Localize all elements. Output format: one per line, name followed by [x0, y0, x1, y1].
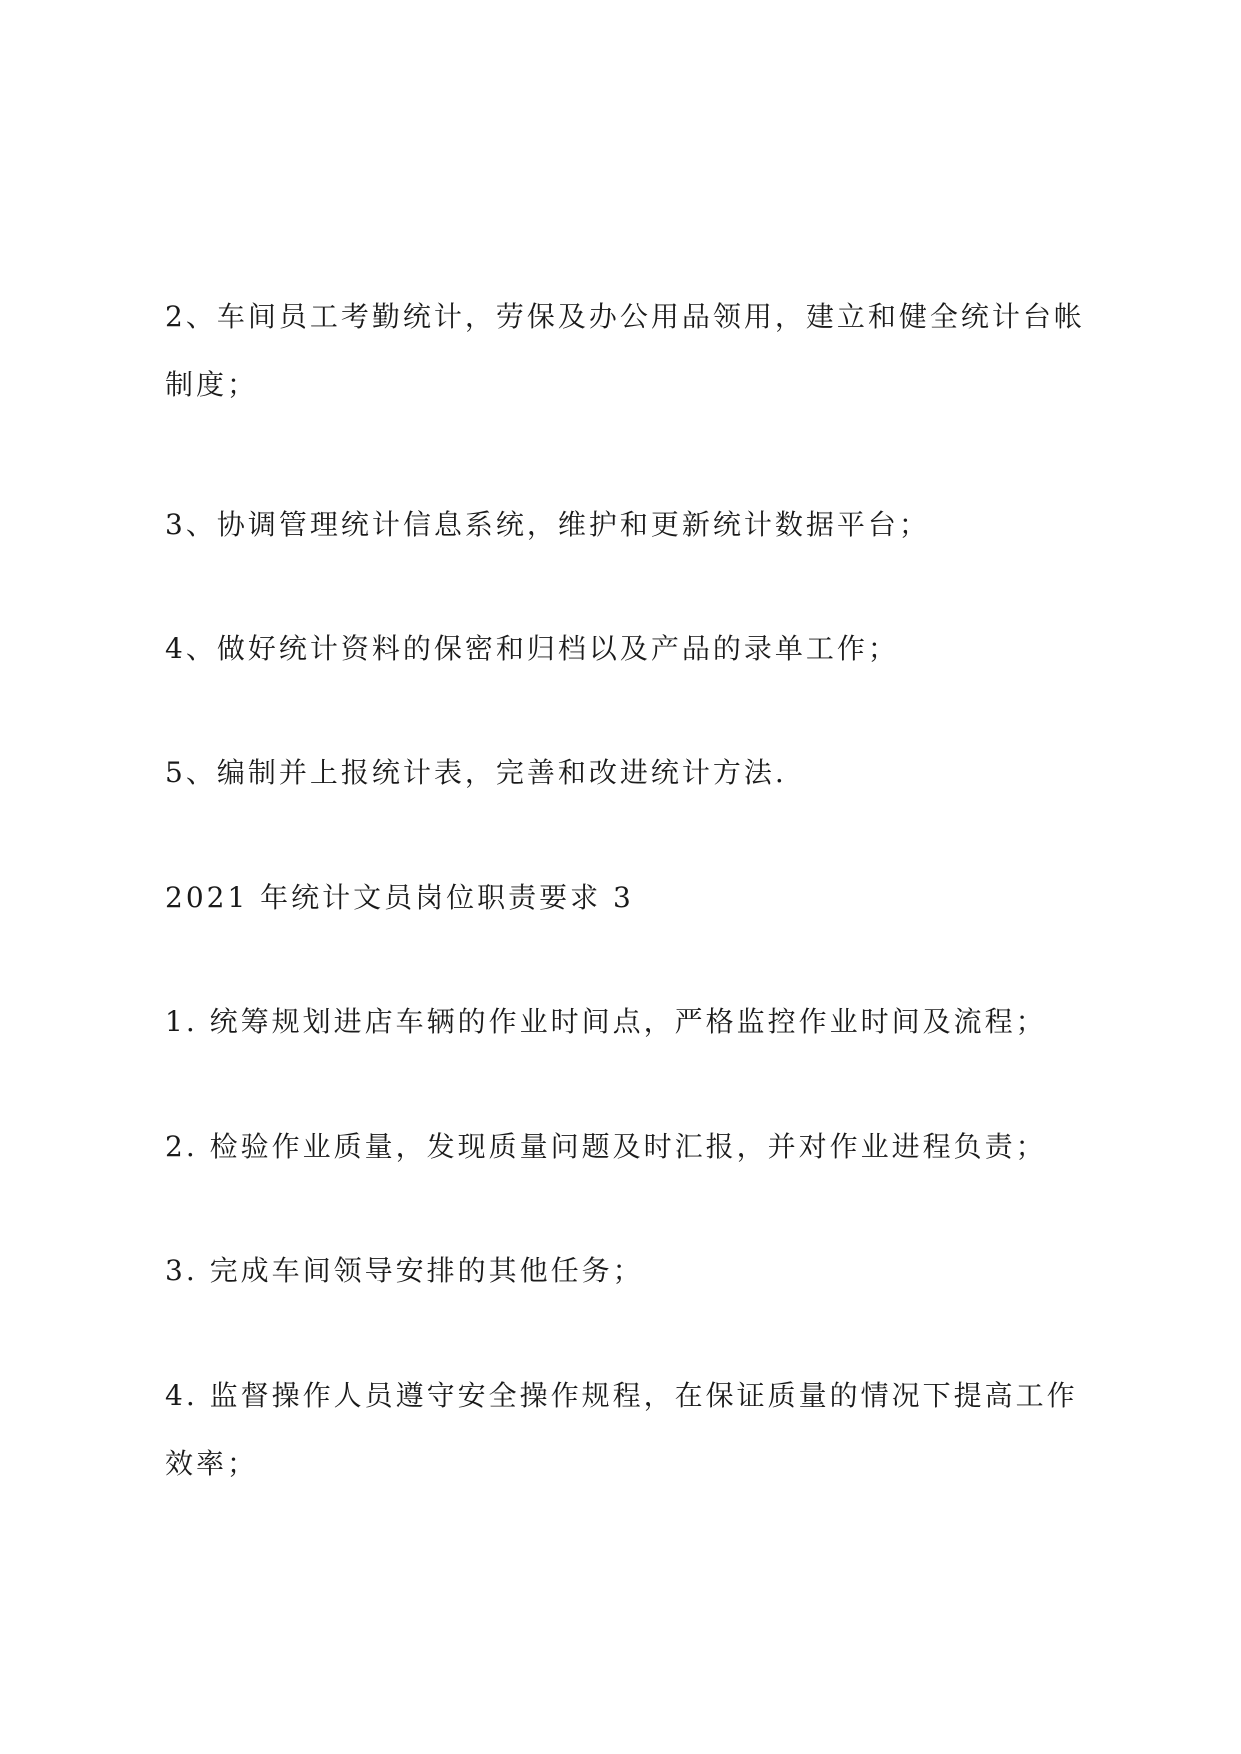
paragraph-item-3-info-system: 3、协调管理统计信息系统，维护和更新统计数据平台； — [165, 508, 930, 541]
requirement-item-4: 4. 监督操作人员遵守安全操作规程，在保证质量的情况下提高工作效率； — [165, 1379, 1078, 1480]
paragraph-item-2-attendance: 2、车间员工考勤统计，劳保及办公用品领用，建立和健全统计台帐制度； — [165, 300, 1085, 401]
paragraph-item-5-reporting: 5、编制并上报统计表，完善和改进统计方法. — [165, 756, 787, 789]
section-heading: 2021 年统计文员岗位职责要求 3 — [165, 881, 634, 914]
requirement-item-2: 2. 检验作业质量，发现质量问题及时汇报，并对作业进程负责； — [165, 1130, 1047, 1163]
paragraph-item-4-archiving: 4、做好统计资料的保密和归档以及产品的录单工作； — [165, 632, 899, 665]
requirement-item-1: 1. 统筹规划进店车辆的作业时间点，严格监控作业时间及流程； — [165, 1005, 1047, 1038]
requirement-item-3: 3. 完成车间领导安排的其他任务； — [165, 1254, 644, 1287]
